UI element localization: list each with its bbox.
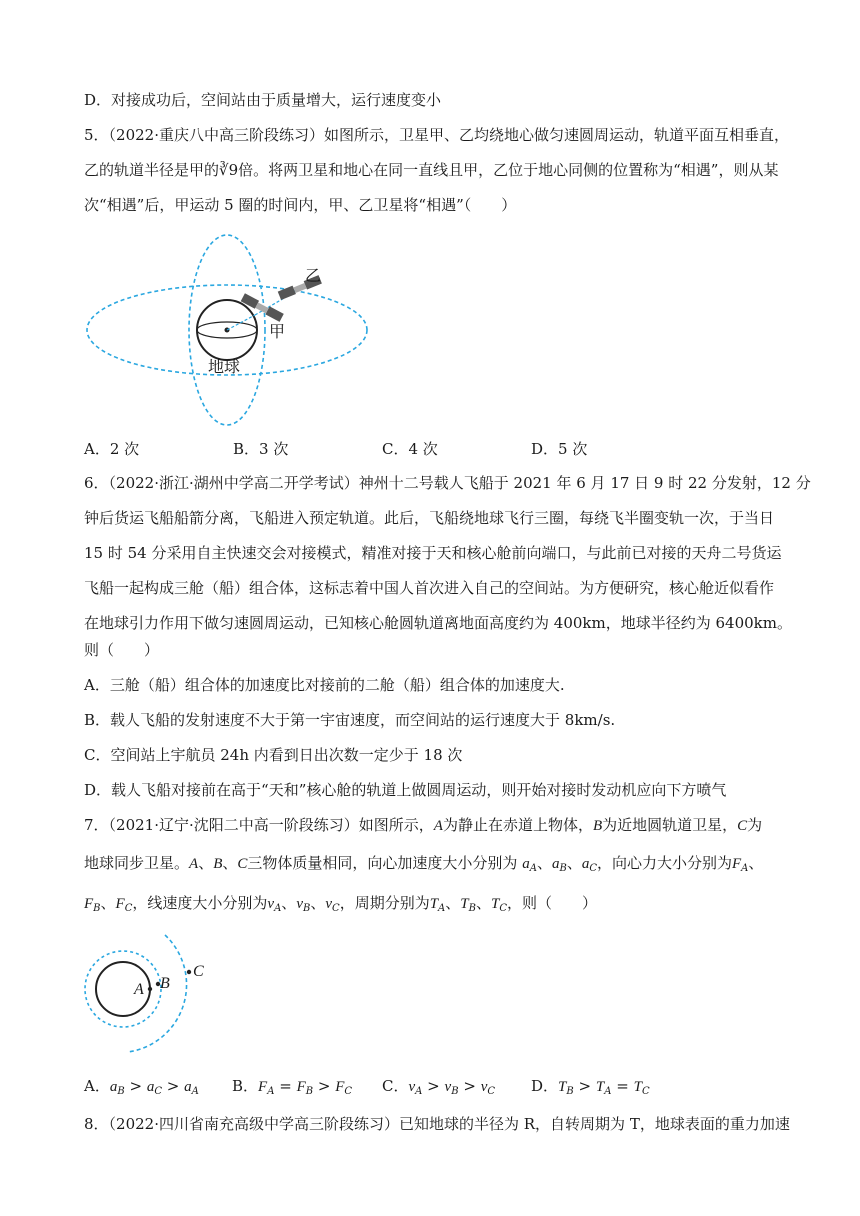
q7-option-a bbox=[84, 1076, 199, 1102]
q7-point-c bbox=[187, 970, 191, 974]
q7-text: ，线速度大小分别为 bbox=[132, 894, 268, 912]
q7-sub: C bbox=[641, 1086, 650, 1097]
q7-var: v bbox=[267, 896, 275, 912]
q5-stem-line-3: 次“相遇”后，甲运动 5 圈的时间内，甲、乙卫星将“相遇”（ ） bbox=[84, 196, 517, 214]
q7-var: C bbox=[737, 818, 748, 834]
q7-var: T bbox=[460, 896, 469, 912]
q7-sep: 、 bbox=[281, 894, 297, 912]
q7-label-a: A bbox=[134, 981, 144, 998]
q7-sub: A bbox=[741, 863, 749, 874]
q7-var: T bbox=[429, 896, 439, 912]
q7-op: > bbox=[166, 1077, 180, 1095]
q7-text: 7．（2021·辽宁·沈阳二中高一阶段练习）如图所示， bbox=[84, 816, 434, 834]
q7-op: > bbox=[317, 1077, 331, 1095]
q7-op: > bbox=[463, 1077, 476, 1095]
q5-stem-line-1: 5．（2022·重庆八中高三阶段练习）如图所示，卫星甲、乙均绕地心做匀速圆周运动，轨道平面互相垂直， bbox=[84, 126, 789, 144]
q5-label-earth: 地球 bbox=[208, 357, 241, 376]
q7-var: F bbox=[115, 896, 125, 912]
q7-sub: A bbox=[415, 1086, 423, 1097]
q7-op: = bbox=[279, 1077, 292, 1095]
q7-var: F bbox=[296, 1079, 306, 1095]
q7-op: > bbox=[129, 1077, 143, 1095]
q7-label-c: C bbox=[193, 963, 204, 980]
q6-option-c: C．空间站上宇航员 24h 内看到日出次数一定少于 18 次 bbox=[84, 746, 463, 764]
q7-var: v bbox=[408, 1079, 416, 1095]
q6-option-b: B．载人飞船的发射速度不大于第一宇宙速度，而空间站的运行速度大于 8km/s. bbox=[84, 711, 616, 729]
q7-var: a bbox=[146, 1079, 155, 1095]
q6-stem-line: 6．（2022·浙江·湖州中学高二开学考试）神州十二号载人飞船于 2021 年 6 月 17 日 9 时 22 分发射，12 分 bbox=[84, 474, 811, 492]
q5-option-a: A．2 次 bbox=[84, 440, 140, 458]
q7-text: 三物体质量相同，向心加速度大小分别为 bbox=[247, 854, 518, 872]
q7-sub: B bbox=[451, 1086, 459, 1097]
q7-sep: 、 bbox=[310, 894, 326, 912]
q7-var: B bbox=[213, 856, 223, 872]
q5-radical: ∛9 bbox=[219, 161, 239, 179]
q7-var: v bbox=[325, 896, 333, 912]
q7-var: a bbox=[522, 856, 530, 872]
q7-var: a bbox=[184, 1079, 192, 1095]
q7-option-d bbox=[531, 1076, 650, 1102]
q5-option-c: C．4 次 bbox=[382, 440, 438, 458]
q7-text: ，则（ ） bbox=[507, 894, 598, 912]
q7-var: F bbox=[84, 896, 94, 912]
q7-sub: C bbox=[487, 1086, 496, 1097]
q6-stem-line: 飞船一起构成三舱（船）组合体，这标志着中国人首次进入自己的空间站。为方便研究，核心舱近似看作 bbox=[84, 579, 775, 597]
q7-sub: B bbox=[559, 863, 567, 874]
q7-var: a bbox=[581, 856, 590, 872]
q6-stem-line: 在地球引力作用下做匀速圆周运动，已知核心舱圆轨道离地面高度约为 400km，地球半径约为 6400km。 bbox=[84, 614, 792, 632]
q7-op: > bbox=[578, 1077, 592, 1095]
q7-sub: A bbox=[529, 863, 537, 874]
q6-option-a: A．三舱（船）组合体的加速度比对接前的二舱（船）组合体的加速度大. bbox=[84, 676, 565, 694]
q7-sub: C bbox=[589, 863, 597, 874]
q7-var: F bbox=[732, 856, 742, 872]
q7-label-b: B bbox=[160, 975, 170, 992]
q7-sep: 、 bbox=[748, 854, 764, 872]
q7-var: a bbox=[551, 856, 560, 872]
q7-text: ，向心力大小分别为 bbox=[596, 854, 732, 872]
q5-label-sat-b: 乙 bbox=[305, 266, 322, 285]
q6-stem-line: 钟后货运飞船船箭分离，飞船进入预定轨道。此后，飞船绕地球飞行三圈，每绕飞半圈变轨一次，于当日 bbox=[84, 509, 775, 527]
q6-option-d: D．载人飞船对接前在高于“天和”核心舱的轨道上做圆周运动，则开始对接时发动机应向下方喷气 bbox=[84, 781, 727, 799]
q7-text: 为静止在赤道上物体， bbox=[442, 816, 593, 834]
q7-option-c bbox=[382, 1076, 495, 1102]
q7-option-prefix: A． bbox=[84, 1077, 110, 1095]
q7-var: F bbox=[335, 1079, 345, 1095]
q7-sub: A bbox=[438, 903, 446, 914]
q7-var: B bbox=[592, 818, 603, 834]
q7-var: A bbox=[189, 856, 199, 872]
q7-sub: C bbox=[332, 903, 340, 914]
q7-sub: A bbox=[274, 903, 282, 914]
q7-text: 为 bbox=[747, 816, 763, 834]
q7-sep: 、 bbox=[445, 894, 461, 912]
q7-stem-line-2 bbox=[84, 853, 763, 879]
q7-sub: C bbox=[154, 1086, 162, 1097]
q7-sub: B bbox=[305, 1086, 314, 1097]
q7-var: C bbox=[237, 856, 248, 872]
q7-sep: 、 bbox=[198, 854, 214, 872]
q7-sub: A bbox=[191, 1086, 199, 1097]
q5-stem-line-2 bbox=[84, 160, 778, 180]
q7-stem-line-3 bbox=[84, 893, 597, 919]
q7-sub: A bbox=[604, 1086, 612, 1097]
q7-option-prefix: D． bbox=[531, 1077, 559, 1095]
q8-stem-line-1: 8．（2022·四川省南充高级中学高三阶段练习）已知地球的半径为 R，自转周期为 T，地球表面的重力加速 bbox=[84, 1115, 790, 1133]
q7-sub: C bbox=[124, 903, 133, 914]
q7-text: ，周期分别为 bbox=[339, 894, 430, 912]
q7-text: 为近地圆轨道卫星， bbox=[602, 816, 738, 834]
q7-stem-line-1 bbox=[84, 815, 762, 836]
q7-sub: C bbox=[344, 1086, 353, 1097]
q7-sep: 、 bbox=[476, 894, 492, 912]
q7-sep: 、 bbox=[566, 854, 582, 872]
q5-orbit-figure bbox=[80, 228, 380, 428]
q6-stem-line: 15 时 54 分采用自主快速交会对接模式，精准对接于天和核心舱前向端口，与此前已对接的天舟二号货运 bbox=[84, 544, 782, 562]
q7-sub: B bbox=[93, 903, 101, 914]
q7-var: T bbox=[558, 1079, 567, 1095]
q7-var: T bbox=[595, 1079, 605, 1095]
q5-option-b: B．3 次 bbox=[233, 440, 289, 458]
q7-text: 地球同步卫星。 bbox=[84, 854, 190, 872]
q7-option-prefix: B． bbox=[232, 1077, 259, 1095]
q7-option-b bbox=[232, 1076, 352, 1102]
q7-var: T bbox=[633, 1079, 642, 1095]
q7-var: v bbox=[444, 1079, 452, 1095]
q7-op: = bbox=[616, 1077, 629, 1095]
q7-var: A bbox=[433, 818, 443, 834]
q7-sep: 、 bbox=[222, 854, 238, 872]
q7-op: > bbox=[427, 1077, 440, 1095]
q7-var: v bbox=[480, 1079, 488, 1095]
q6-stem-line: 则（ ） bbox=[84, 641, 160, 659]
q7-sub: C bbox=[499, 903, 508, 914]
q5-label-sat-a: 甲 bbox=[269, 322, 286, 341]
q7-var: a bbox=[109, 1079, 118, 1095]
q7-option-prefix: C． bbox=[382, 1077, 409, 1095]
q4-option-d: D．对接成功后，空间站由于质量增大，运行速度变小 bbox=[84, 91, 442, 109]
q7-sub: A bbox=[267, 1086, 275, 1097]
q5-stem-text: 乙的轨道半径是甲的 bbox=[84, 161, 220, 179]
q7-point-a bbox=[148, 987, 152, 991]
q5-stem-text: 倍。将两卫星和地心在同一直线且甲，乙位于地心同侧的位置称为“相遇”，则从某 bbox=[238, 161, 779, 179]
q7-sub: B bbox=[468, 903, 476, 914]
q7-sub: B bbox=[117, 1086, 125, 1097]
q7-sep: 、 bbox=[536, 854, 552, 872]
q7-sub: B bbox=[566, 1086, 574, 1097]
q7-orbit-figure bbox=[80, 930, 220, 1060]
q7-sub: B bbox=[302, 903, 311, 914]
q7-var: F bbox=[258, 1079, 268, 1095]
q7-var: T bbox=[491, 896, 500, 912]
q7-var: v bbox=[296, 896, 303, 912]
q7-sep: 、 bbox=[100, 894, 116, 912]
q5-option-d: D．5 次 bbox=[531, 440, 588, 458]
